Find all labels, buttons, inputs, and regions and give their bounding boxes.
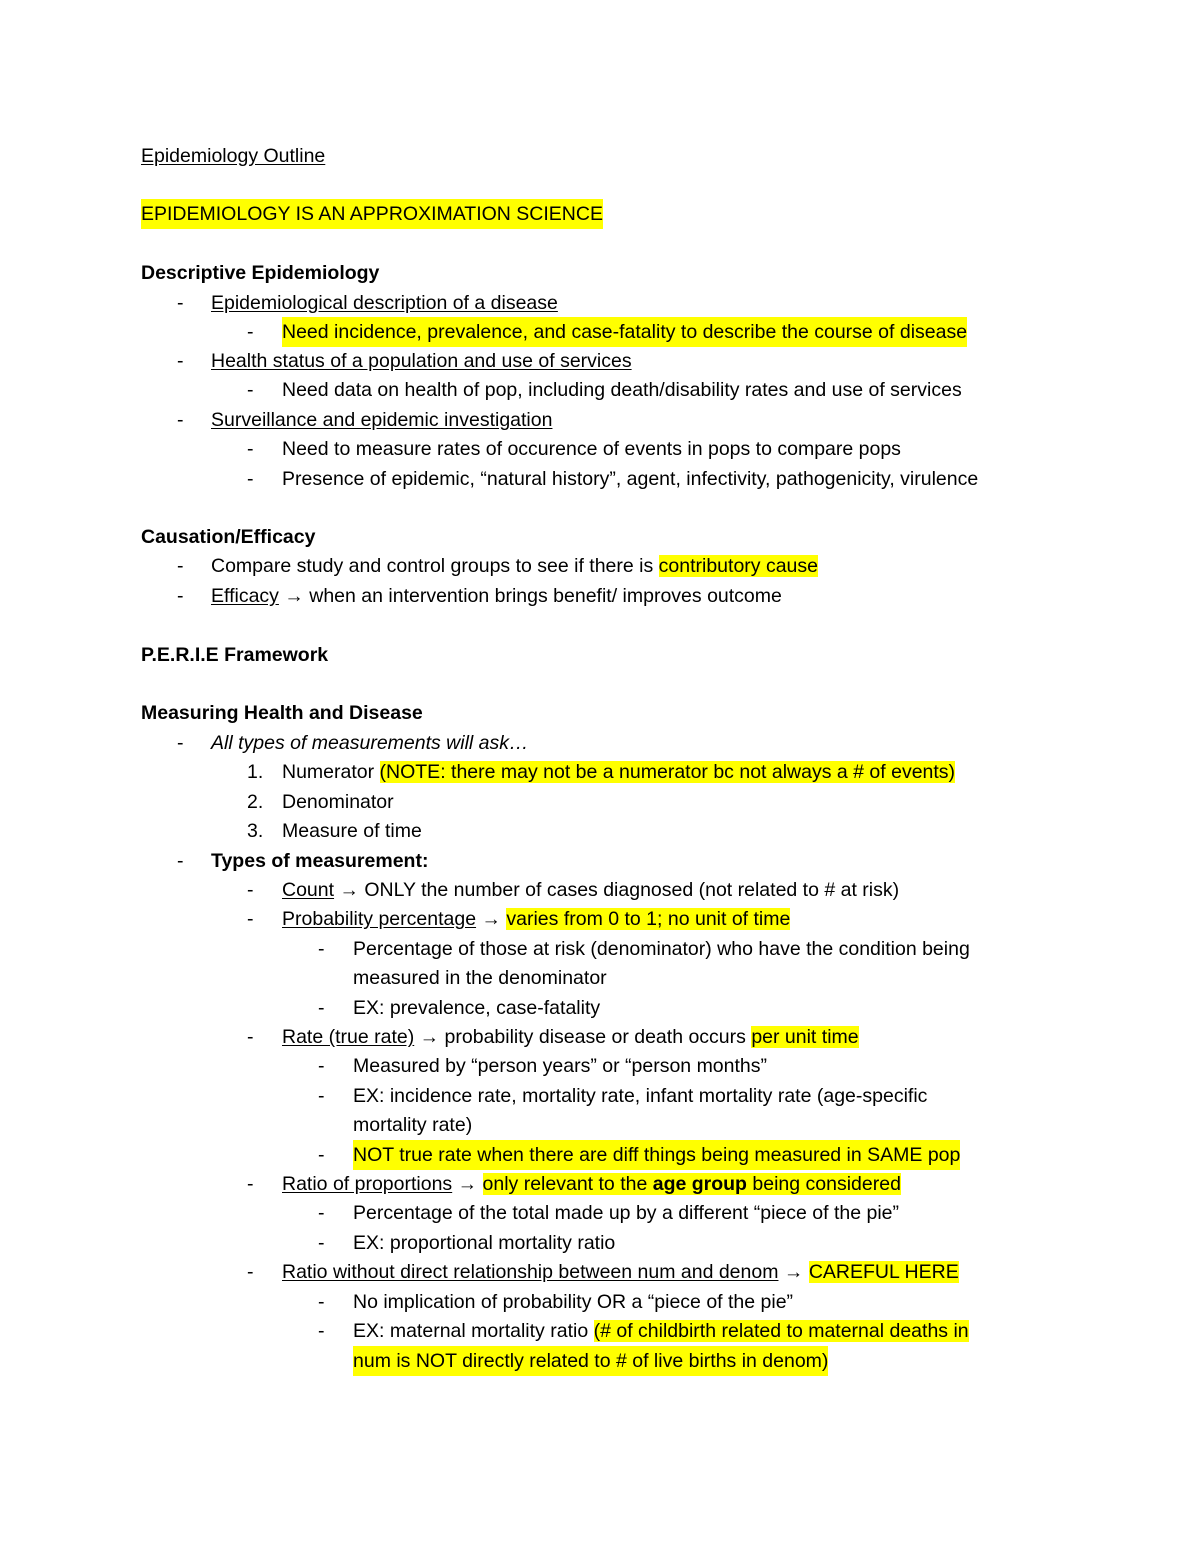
probability-sub-2: EX: prevalence, case-fatality [353, 997, 601, 1019]
descriptive-item-3-sub-1: Need to measure rates of occurence of events in pops to compare pops [282, 438, 901, 460]
list-item [0, 1257, 1200, 1287]
list-item [0, 551, 1200, 581]
bullet-dash: - [177, 350, 184, 372]
bullet-dash: - [318, 1291, 325, 1313]
ratio-arrow: → [452, 1173, 483, 1195]
rate-definition: → probability disease or death occurs [414, 1026, 752, 1048]
ratio-sub-1: Percentage of the total made up by a different “piece of the pie” [353, 1202, 899, 1224]
measurements-ask: All types of measurements will ask… [211, 732, 529, 754]
list-item [0, 963, 1200, 993]
list-item [0, 846, 1200, 876]
descriptive-heading-line [0, 258, 1200, 288]
bullet-dash: - [318, 1202, 325, 1224]
probability-sub-1-cont: measured in the denominator [353, 967, 607, 989]
list-item [0, 405, 1200, 435]
bullet-dash: - [177, 585, 184, 607]
list-item [0, 1110, 1200, 1140]
ratio-highlight-text-1: only relevant to the [482, 1173, 653, 1195]
rwd-sub-2 [353, 1316, 969, 1346]
ratio-without-direct-term: Ratio without direct relationship between num and denom [282, 1261, 779, 1283]
list-item [0, 288, 1200, 318]
descriptive-item-2-sub: Need data on health of pop, including death/disability rates and use of services [282, 379, 962, 401]
causation-item-1 [211, 551, 818, 581]
list-item [0, 317, 1200, 347]
count-item [282, 875, 899, 905]
bullet-dash: - [318, 1085, 325, 1107]
rate-sub-2: EX: incidence rate, mortality rate, infant mortality rate (age-specific [353, 1085, 928, 1107]
causation-heading: Causation/Efficacy [141, 526, 316, 548]
list-item [0, 1287, 1200, 1317]
list-item [0, 1316, 1200, 1346]
rwd-sub-2-highlight-cont: num is NOT directly related to # of live births in denom) [353, 1346, 828, 1376]
list-item [0, 375, 1200, 405]
list-item [0, 1228, 1200, 1258]
descriptive-item-3-sub-2: Presence of epidemic, “natural history”, agent, infectivity, pathogenicity, virulence [282, 468, 979, 490]
causation-item-2 [211, 581, 782, 611]
descriptive-item-3: Surveillance and epidemic investigation [211, 409, 553, 431]
bullet-dash: - [177, 555, 184, 577]
ratio-sub-2: EX: proportional mortality ratio [353, 1232, 616, 1254]
measuring-heading-line [0, 698, 1200, 728]
probability-item [282, 904, 790, 934]
list-item [0, 934, 1200, 964]
numerator-note-highlight: (NOTE: there may not be a numerator bc not always a # of events) [379, 761, 956, 783]
rwd-sub-2-highlight: (# of childbirth related to maternal deaths in [593, 1320, 969, 1342]
efficacy-definition: → when an intervention brings benefit/ improves outcome [278, 585, 782, 607]
approximation-banner: EPIDEMIOLOGY IS AN APPROXIMATION SCIENCE [141, 199, 603, 229]
bullet-dash: - [247, 1026, 254, 1048]
numerator-item [282, 757, 955, 787]
list-item [0, 434, 1200, 464]
list-item [0, 816, 1200, 846]
ratio-highlight-text-2: being considered [746, 1173, 901, 1195]
bullet-dash: - [247, 1261, 254, 1283]
rwd-sub-2-text: EX: maternal mortality ratio [353, 1320, 594, 1342]
bullet-dash: - [318, 938, 325, 960]
perie-line [0, 640, 1200, 670]
bullet-dash: - [247, 438, 254, 460]
list-item [0, 993, 1200, 1023]
bullet-dash: - [177, 292, 184, 314]
age-group-bold: age group [652, 1173, 747, 1195]
list-item [0, 1140, 1200, 1170]
perie-heading: P.E.R.I.E Framework [141, 644, 329, 666]
denominator-item: Denominator [282, 791, 394, 813]
bullet-dash: - [247, 379, 254, 401]
bullet-dash: - [318, 997, 325, 1019]
ratio-of-proportions-item [282, 1169, 901, 1199]
efficacy-term: Efficacy [211, 585, 279, 607]
probability-highlight: varies from 0 to 1; no unit of time [506, 908, 791, 930]
causation-item-1-text: Compare study and control groups to see if there is [211, 555, 659, 577]
descriptive-item-1-sub: Need incidence, prevalence, and case-fatality to describe the course of disease [282, 317, 967, 347]
probability-arrow: → [476, 908, 507, 930]
rate-term: Rate (true rate) [282, 1026, 415, 1048]
list-item [0, 904, 1200, 934]
banner-line [0, 199, 1200, 229]
rate-highlight: per unit time [751, 1026, 859, 1048]
list-item [0, 787, 1200, 817]
list-item [0, 1169, 1200, 1199]
bullet-dash: - [318, 1144, 325, 1166]
probability-sub-1: Percentage of those at risk (denominator) who have the condition being [353, 938, 970, 960]
numerator-text: Numerator [282, 761, 380, 783]
bullet-dash: - [177, 409, 184, 431]
list-item [0, 875, 1200, 905]
careful-here-highlight: CAREFUL HERE [808, 1261, 959, 1283]
count-definition: → ONLY the number of cases diagnosed (not related to # at risk) [334, 879, 900, 901]
rate-sub-1: Measured by “person years” or “person months” [353, 1055, 768, 1077]
descriptive-heading: Descriptive Epidemiology [141, 262, 380, 284]
list-item [0, 1051, 1200, 1081]
list-number: 1. [247, 761, 264, 783]
bullet-dash: - [247, 468, 254, 490]
document-title: Epidemiology Outline [141, 145, 326, 167]
list-item [0, 728, 1200, 758]
bullet-dash: - [247, 879, 254, 901]
title-line [0, 141, 1200, 171]
list-item [0, 1346, 1200, 1376]
ratio-highlight [483, 1173, 901, 1195]
count-term: Count [282, 879, 335, 901]
types-of-measurement: Types of measurement: [211, 850, 429, 872]
bullet-dash: - [318, 1232, 325, 1254]
probability-term: Probability percentage [282, 908, 477, 930]
bullet-dash: - [177, 850, 184, 872]
list-item [0, 757, 1200, 787]
rate-sub-3-highlight: NOT true rate when there are diff things being measured in SAME pop [353, 1140, 960, 1170]
bullet-dash: - [318, 1055, 325, 1077]
measuring-heading: Measuring Health and Disease [141, 702, 423, 724]
list-number: 2. [247, 791, 264, 813]
ratio-without-direct-item [282, 1257, 959, 1287]
bullet-dash: - [247, 908, 254, 930]
descriptive-item-1: Epidemiological description of a disease [211, 292, 558, 314]
bullet-dash: - [247, 321, 254, 343]
rate-item [282, 1022, 859, 1052]
contributory-cause-highlight: contributory cause [658, 555, 818, 577]
descriptive-item-2: Health status of a population and use of services [211, 350, 632, 372]
bullet-dash: - [177, 732, 184, 754]
rate-sub-2-cont: mortality rate) [353, 1114, 473, 1136]
list-item [0, 346, 1200, 376]
list-item [0, 1022, 1200, 1052]
list-item [0, 581, 1200, 611]
rwd-arrow: → [778, 1261, 809, 1283]
list-item [0, 464, 1200, 494]
bullet-dash: - [247, 1173, 254, 1195]
causation-heading-line [0, 522, 1200, 552]
measure-of-time-item: Measure of time [282, 820, 422, 842]
list-item [0, 1198, 1200, 1228]
bullet-dash: - [318, 1320, 325, 1342]
list-number: 3. [247, 820, 264, 842]
ratio-of-proportions-term: Ratio of proportions [282, 1173, 453, 1195]
list-item [0, 1081, 1200, 1111]
rwd-sub-1: No implication of probability OR a “piece of the pie” [353, 1291, 794, 1313]
